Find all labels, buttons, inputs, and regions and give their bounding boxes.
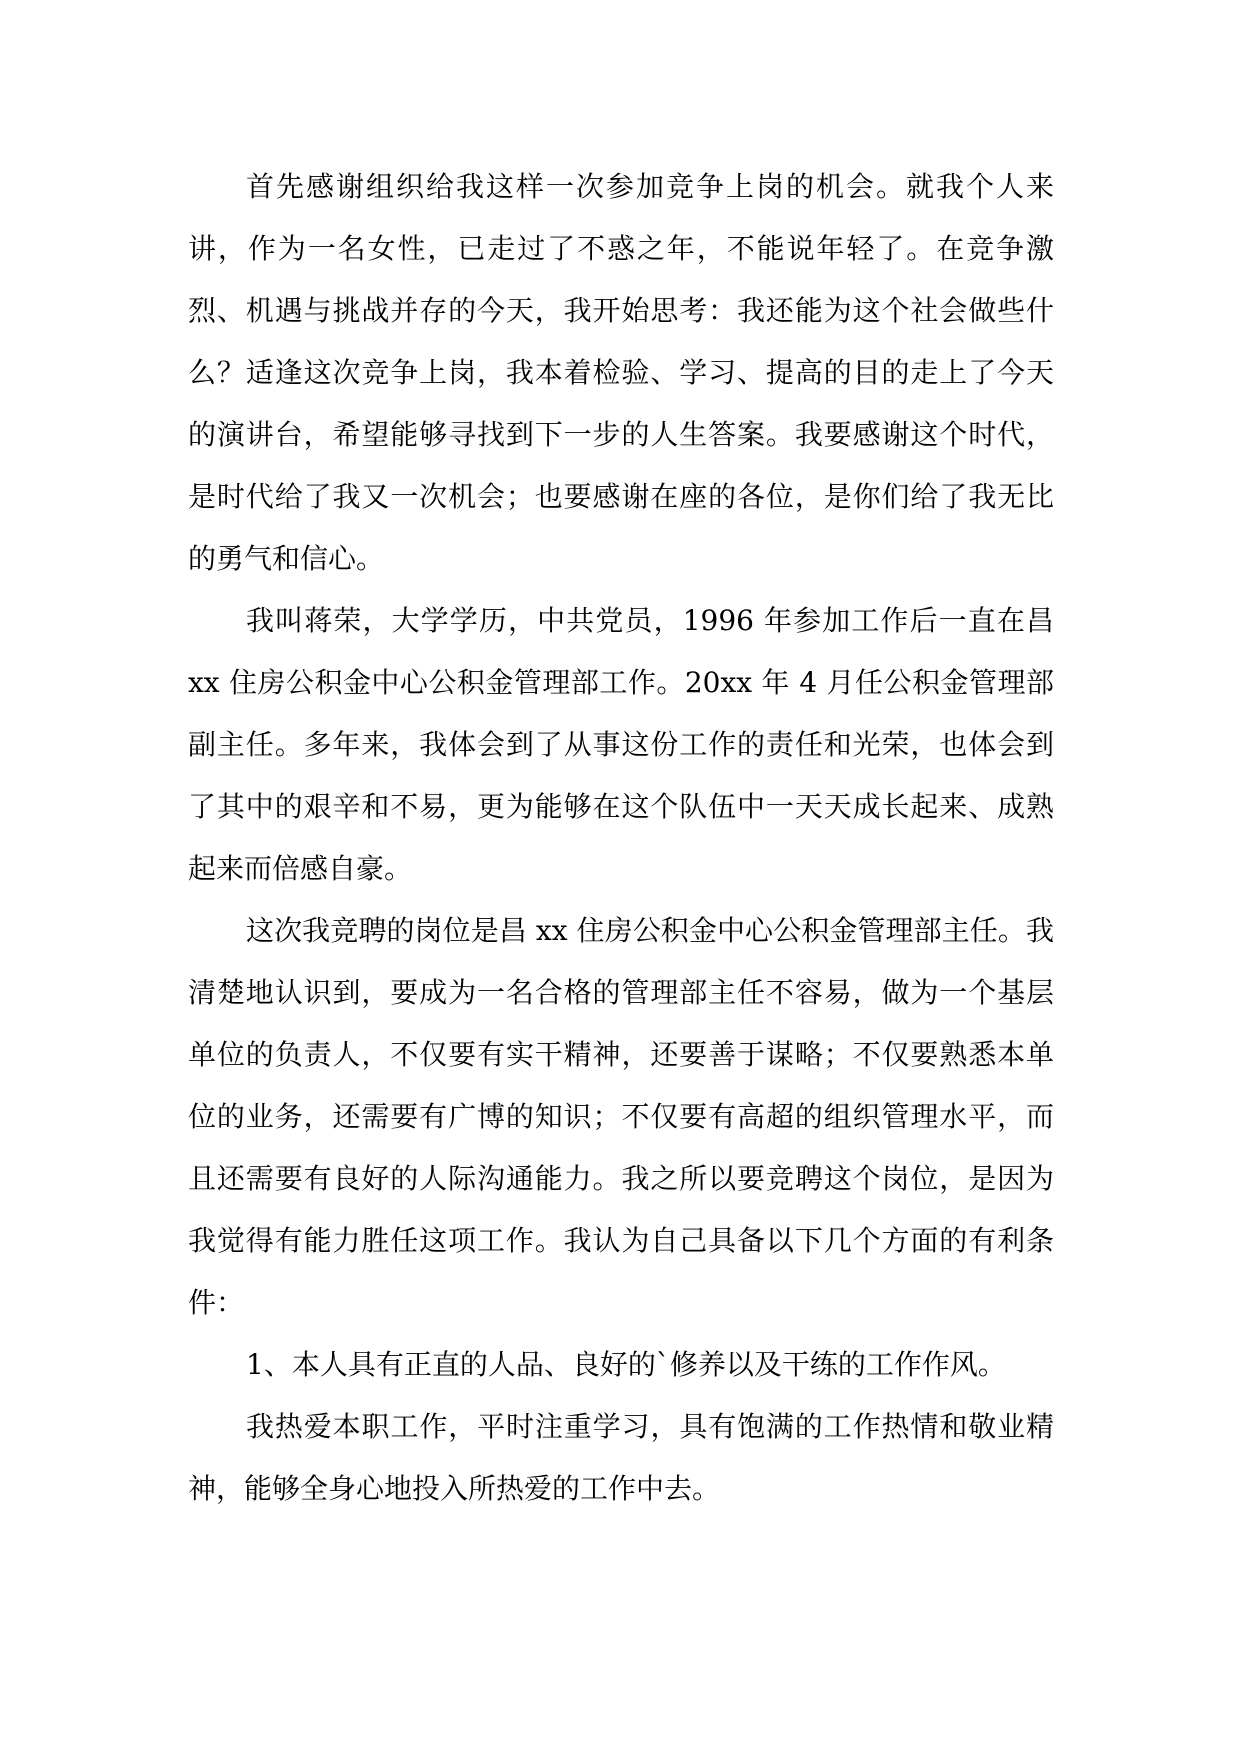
- paragraph-position-applied: 这次我竞聘的岗位是昌 xx 住房公积金中心公积金管理部主任。我清楚地认识到，要成为一名合格的管理部主任不容易，做为一个基层单位的负责人，不仅要有实干精神，还要善于谋略；不仅要熟悉本单位的业务，还需要有广博的知识；不仅要有高超的组织管理水平，而且还需要有良好的人际沟通能力。我之所以要竞聘这个岗位，是因为我觉得有能力胜任这项工作。我认为自己具备以下几个方面的有利条件：: [188, 914, 1054, 1319]
- paragraph-work-attitude: 我热爱本职工作，平时注重学习，具有饱满的工作热情和敬业精神，能够全身心地投入所热爱的工作中去。: [188, 1410, 1054, 1505]
- paragraph-self-introduction: 我叫蒋荣，大学学历，中共党员，1996 年参加工作后一直在昌 xx 住房公积金中心公积金管理部工作。20xx 年 4 月任公积金管理部副主任。多年来，我体会到了从事这份工作的责任和光荣，也体会到了其中的艰辛和不易，更为能够在这个队伍中一天天成长起来、成熟起来而倍感自豪。: [188, 604, 1054, 885]
- paragraph-opening: 首先感谢组织给我这样一次参加竞争上岗的机会。就我个人来讲，作为一名女性，已走过了不惑之年，不能说年轻了。在竞争激烈、机遇与挑战并存的今天，我开始思考：我还能为这个社会做些什么？适逢这次竞争上岗，我本着检验、学习、提高的目的走上了今天的演讲台，希望能够寻找到下一步的人生答案。我要感谢这个时代，是时代给了我又一次机会；也要感谢在座的各位，是你们给了我无比的勇气和信心。: [188, 170, 1054, 575]
- paragraph-point-one: 1、本人具有正直的人品、良好的`修养以及干练的工作作风。: [246, 1348, 1006, 1381]
- document-body: [188, 156, 1054, 1520]
